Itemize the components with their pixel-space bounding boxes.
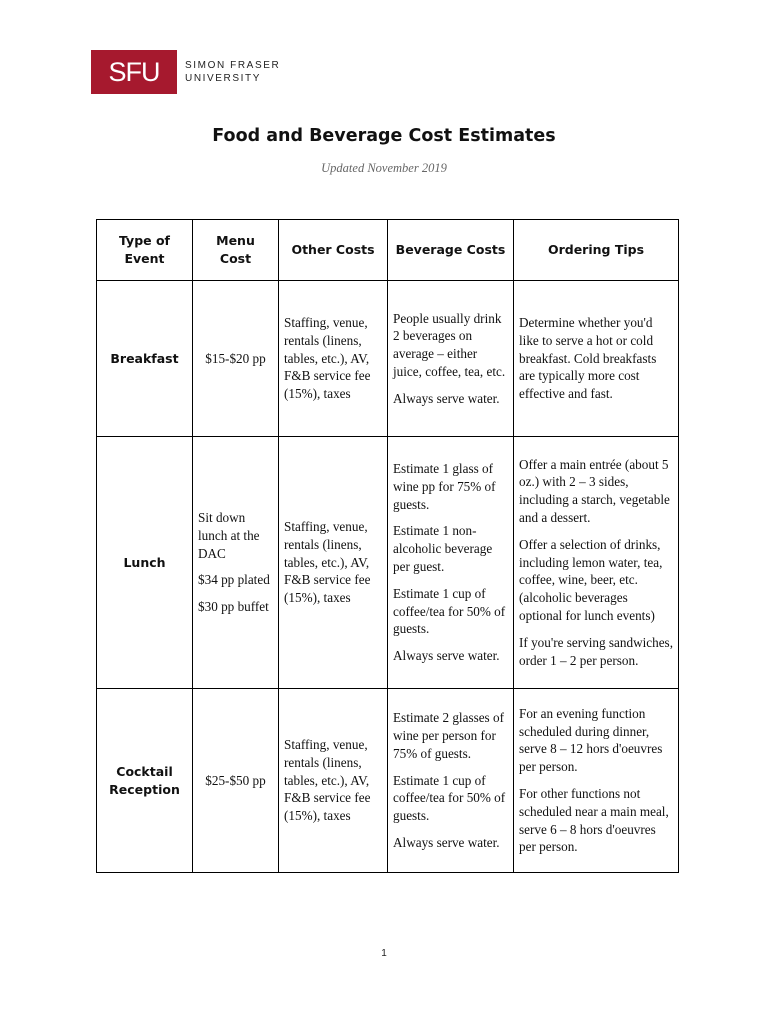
menu-cost-text: $30 pp buffet (198, 599, 269, 615)
menu-cost-cell (193, 689, 279, 873)
beverage-text: Estimate 1 glass of wine pp for 75% of guests. (393, 461, 496, 512)
page-number: 1 (381, 948, 387, 959)
event-type: Breakfast (97, 281, 193, 437)
logo-wordmark (185, 59, 280, 85)
beverage-text: Estimate 2 glasses of wine per person for 75% of guests. (393, 710, 504, 761)
ordering-tips-cell (514, 281, 679, 437)
page-subtitle: Updated November 2019 (321, 161, 447, 175)
header-menu-cost: Menu Cost (193, 220, 279, 281)
event-type: Cocktail Reception (97, 689, 193, 873)
cost-estimates-table (96, 219, 679, 873)
beverage-text: Estimate 1 cup of coffee/tea for 50% of guests. (393, 585, 506, 637)
other-costs-text: Staffing, venue, rentals (linens, tables, etc.), AV, F&B service fee (15%), taxes (284, 737, 371, 824)
menu-cost-text: $34 pp plated (198, 572, 270, 588)
beverage-text: Always serve water. (393, 390, 500, 406)
menu-cost-text: Sit down lunch at the DAC (198, 510, 260, 561)
other-costs-cell (279, 437, 388, 689)
table-row-cocktail-reception (97, 689, 679, 873)
tip-text: For an evening function scheduled during dinner, serve 8 – 12 hors d'oeuvres per person. (519, 705, 663, 775)
beverage-text: Always serve water. (393, 648, 500, 664)
menu-cost-cell (193, 437, 279, 689)
other-costs-cell (279, 281, 388, 437)
table-row-breakfast (97, 281, 679, 437)
table-row-lunch (97, 437, 679, 689)
table-header-row (97, 220, 679, 281)
logo-mark: SFU (91, 50, 177, 94)
beverage-text: Estimate 1 cup of coffee/tea for 50% of guests. (393, 772, 506, 824)
header-beverage-costs: Beverage Costs (388, 220, 514, 281)
beverage-costs-cell (388, 437, 514, 689)
ordering-tips-cell (514, 437, 679, 689)
header-other-costs: Other Costs (279, 220, 388, 281)
event-type: Lunch (97, 437, 193, 689)
menu-cost-text: $25-$50 pp (205, 772, 266, 788)
header-ordering-tips: Ordering Tips (514, 220, 679, 281)
beverage-costs-cell (388, 689, 514, 873)
menu-cost-cell (193, 281, 279, 437)
beverage-text: Estimate 1 non-alcoholic beverage per guest. (393, 523, 493, 574)
logo-line-1: SIMON FRASER (185, 60, 281, 71)
other-costs-text: Staffing, venue, rentals (linens, tables, etc.), AV, F&B service fee (15%), taxes (284, 519, 371, 606)
tip-text: For other functions not scheduled near a main meal, serve 6 – 8 hors d'oeuvres per person. (519, 786, 669, 855)
logo-line-2: UNIVERSITY (185, 73, 262, 84)
other-costs-text: Staffing, venue, rentals (linens, tables, etc.), AV, F&B service fee (15%), taxes (284, 315, 371, 402)
ordering-tips-cell (514, 689, 679, 873)
sfu-logo (91, 50, 280, 94)
menu-cost-text: $15-$20 pp (205, 350, 266, 366)
header-type-of-event: Type of Event (97, 220, 193, 281)
other-costs-cell (279, 689, 388, 873)
beverage-text: People usually drink 2 beverages on average – either juice, coffee, tea, etc. (393, 310, 506, 379)
beverage-costs-cell (388, 281, 514, 437)
tip-text: Offer a main entrée (about 5 oz.) with 2 – 3 sides, including a starch, vegetable and a dessert. (519, 456, 670, 525)
page-title: Food and Beverage Cost Estimates (212, 126, 556, 146)
tip-text: Offer a selection of drinks, including lemon water, tea, coffee, wine, beer, etc. (alcoholic beverages optional for lunch events) (519, 536, 663, 623)
beverage-text: Always serve water. (393, 834, 500, 850)
tip-text: Determine whether you'd like to serve a hot or cold breakfast. Cold breakfasts are typically more cost effective and fast. (519, 315, 657, 402)
tip-text: If you're serving sandwiches, order 1 – 2 per person. (519, 634, 673, 668)
